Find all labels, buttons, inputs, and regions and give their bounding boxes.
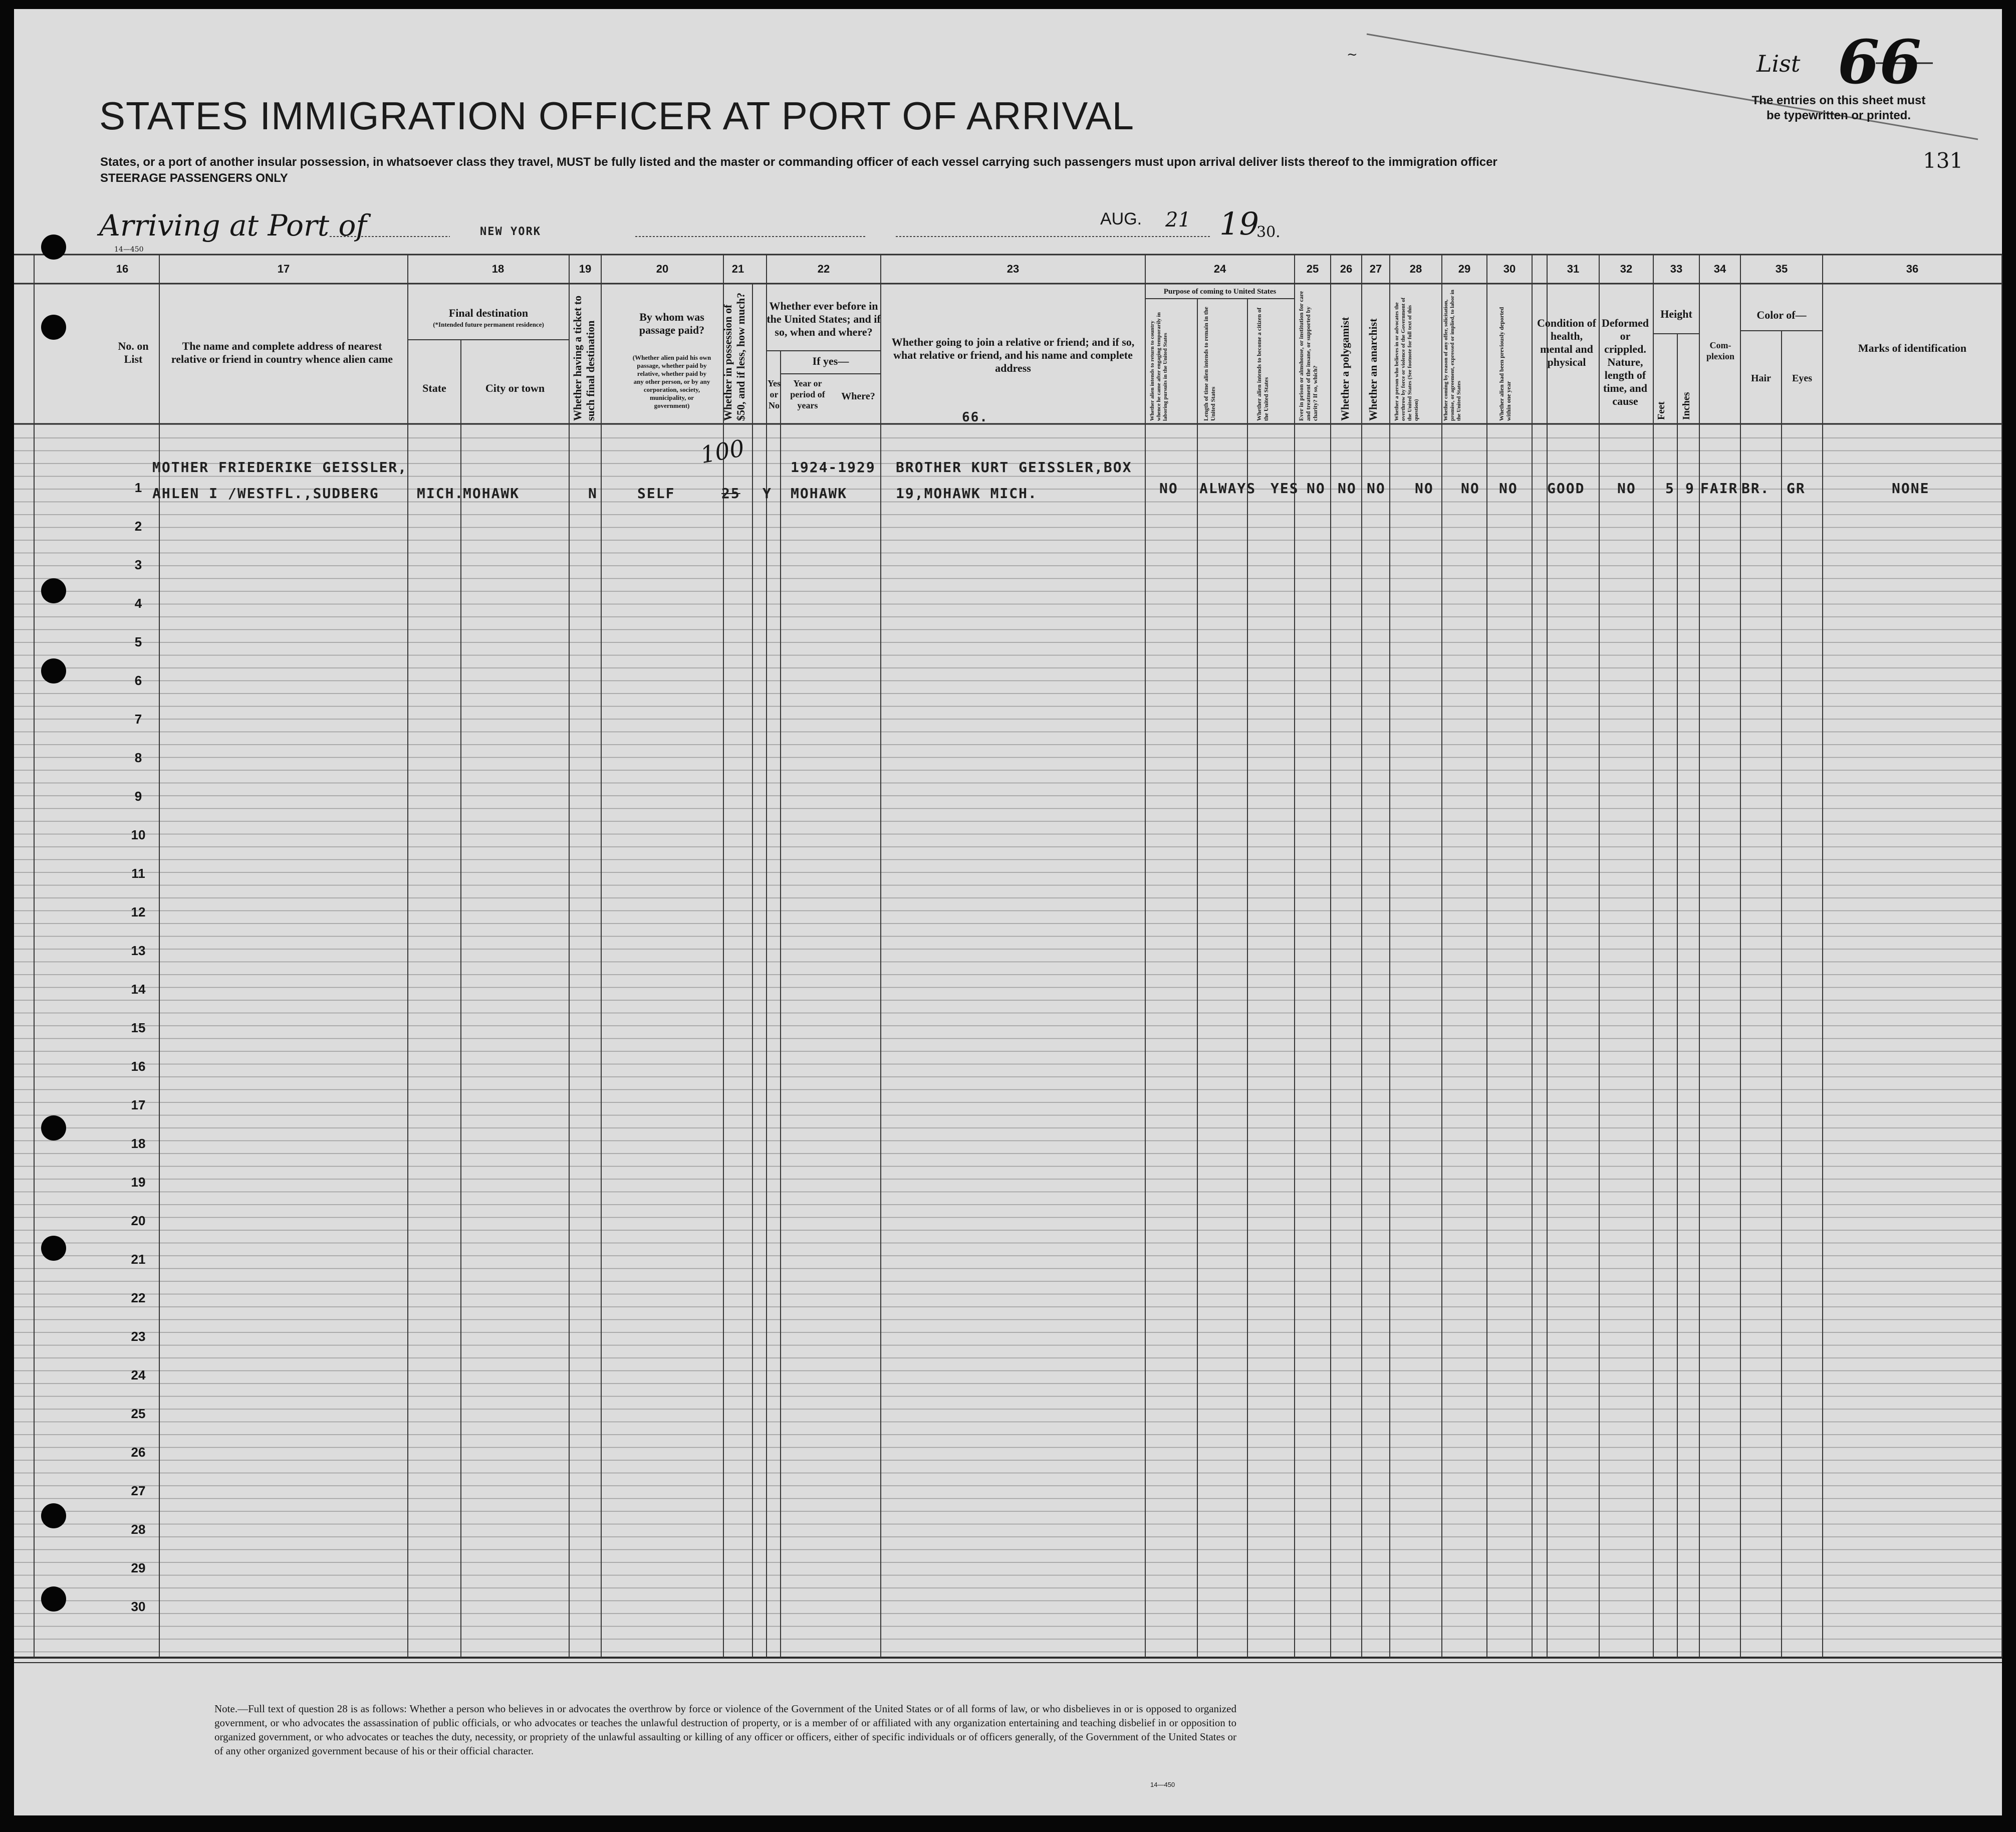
deformed-value: NO <box>1617 480 1636 497</box>
column-number: 16 <box>116 263 129 275</box>
list-number: 66 <box>1838 27 1921 98</box>
column-number: 26 <box>1340 263 1353 275</box>
relative-name: MOTHER FRIEDERIKE GEISSLER, <box>152 459 408 476</box>
money-value: 25 <box>721 485 740 502</box>
steerage-label: STEERAGE PASSENGERS ONLY <box>100 171 288 185</box>
col22-header: Whether ever before in the United States; and if so, when and where? <box>767 300 881 338</box>
col24a-header: Whether alien intends to return to country whence he came after engaging temporarily in laboring pursuits in the United States <box>1149 312 1168 421</box>
column-number: 34 <box>1713 263 1726 275</box>
column-number: 35 <box>1775 263 1788 275</box>
dest-state: MICH. <box>417 485 464 502</box>
row-number: 10 <box>131 827 146 842</box>
column-number: 29 <box>1458 263 1471 275</box>
tick-mark: ~ <box>1347 47 1358 62</box>
row-number: 7 <box>134 712 142 727</box>
arrival-year-suffix: 30. <box>1256 223 1281 241</box>
col30-header: Whether alien had been previously deported within one year <box>1498 307 1512 421</box>
citizen-intent: YES <box>1271 480 1299 497</box>
joining-address: 19,MOHAWK MICH. <box>896 485 1038 502</box>
row-number: 12 <box>131 904 146 920</box>
row-number: 14 <box>131 982 146 997</box>
manifest-sheet <box>14 9 2002 1815</box>
row-number: 30 <box>131 1599 146 1614</box>
col18-city-header: City or town <box>485 382 545 394</box>
column-number: 20 <box>656 263 669 275</box>
arriving-label: Arriving at Port of <box>99 208 367 243</box>
typewrite-note <box>1698 93 1979 123</box>
col31-header: Condition of health, mental and physical <box>1537 317 1596 368</box>
relative-address: AHLEN I /WESTFL.,SUDBERG <box>152 485 379 502</box>
column-number: 33 <box>1670 263 1683 275</box>
row-number: 18 <box>131 1136 146 1151</box>
row-number: 6 <box>134 673 142 688</box>
col22-where-header: Where? <box>841 391 875 402</box>
row-number: 29 <box>131 1560 146 1575</box>
where-in-us: MOHAWK <box>791 485 848 502</box>
polygamist-value: NO <box>1338 480 1357 497</box>
col33-header: Height <box>1660 308 1692 320</box>
column-number: 32 <box>1620 263 1633 275</box>
col28-header: Whether a person who believes in or advocates the overthrow by force or violence of the Government of the United States (See footnote for full text of this question) <box>1394 297 1419 421</box>
subtitle <box>100 154 1497 186</box>
col18-state-header: State <box>422 382 446 394</box>
col22-years-header: Year or period of years <box>790 378 825 410</box>
footnote: Note.—Full text of question 28 is as follows: Whether a person who believes in or advocates the overthrow by force or violence of the Government of the United States or of all forms of law, or who disbelieves in or is opposed to organized government, or who advocates the assassination of public officials, or who advocates or teaches the unlawful destruction of property, or is a member of or affiliated with any organization entertaining and teaching disbelief in or opposition to organized government, or who advocates or teaches the duty, necessity, or propriety of the unlawful assaulting or killing of any officer or officers, either of specific individuals or of officers generally, of the Government of the United States or of any other organized government because of his or their official character. <box>214 1703 1236 1757</box>
col26-header: Whether a polygamist <box>1339 317 1351 421</box>
list-label: List <box>1756 50 1801 77</box>
row-number: 25 <box>131 1406 146 1421</box>
money-handwritten: 100 <box>698 434 746 469</box>
col20-note: (Whether alien paid his own passage, whether paid by relative, whether paid by any other person, or by any corporation, society, municipality, or government) <box>632 354 711 409</box>
col23-header: Whether going to join a relative or friend; and if so, what relative or friend, and his name and complete address <box>891 336 1135 374</box>
health-value: GOOD <box>1547 480 1585 497</box>
column-number: 30 <box>1503 263 1516 275</box>
length-of-stay: ALWAYS <box>1199 480 1256 497</box>
form-code-top: 14—450 <box>114 246 144 254</box>
col23-stamp: 66. <box>962 410 988 425</box>
overthrow-value: NO <box>1415 480 1434 497</box>
ruled-grid <box>14 9 2002 1815</box>
col35-header: Color of— <box>1756 309 1807 321</box>
row-number: 20 <box>131 1213 146 1228</box>
form-code-bottom: 14—450 <box>1150 1781 1175 1788</box>
return-country: NO <box>1159 480 1178 497</box>
hair-value: BR. <box>1741 480 1770 497</box>
before-in-us: Y <box>763 485 772 502</box>
col33-feet-header: Feet <box>1656 401 1667 420</box>
complexion-value: FAIR <box>1700 480 1738 497</box>
column-number: 23 <box>1006 263 1020 275</box>
row-number: 8 <box>134 750 142 765</box>
arrival-month: AUG. <box>1100 209 1142 228</box>
page-number: 131 <box>1923 148 1963 173</box>
row-number: 22 <box>131 1290 146 1305</box>
col17-header: The name and complete address of nearest relative or friend in country whence alien came <box>171 340 393 365</box>
col34-header: Com- plexion <box>1706 340 1734 361</box>
page-title: STATES IMMIGRATION OFFICER AT PORT OF ARRIVAL <box>99 94 1135 138</box>
height-feet: 5 <box>1665 480 1675 497</box>
typewrite-note-line: The entries on this sheet must <box>1751 94 1926 107</box>
row-number: 21 <box>131 1252 146 1267</box>
col22-ifyes-header: If yes— <box>812 355 849 367</box>
row-number: 26 <box>131 1445 146 1460</box>
anarchist-value: NO <box>1367 480 1386 497</box>
binding-hole <box>41 1115 66 1140</box>
row-number: 13 <box>131 943 146 958</box>
row-number: 15 <box>131 1020 146 1035</box>
passage-value: SELF <box>637 485 675 502</box>
binding-hole <box>41 1586 66 1612</box>
row-number: 27 <box>131 1483 146 1498</box>
subtitle-line: States, or a port of another insular possession, in whatsoever class they travel, MUST be fully listed and the master or commanding officer of each vessel carrying such passengers must upon arrival deliver lists thereof to the immigration officer <box>100 155 1497 169</box>
row-number: 9 <box>134 789 142 804</box>
binding-hole <box>41 315 66 340</box>
binding-hole <box>41 1236 66 1261</box>
port-value: NEW YORK <box>480 225 541 238</box>
binding-hole <box>41 235 66 260</box>
col21-header: Whether in possession of $50, and if less, how much? <box>721 292 747 421</box>
row-number: 28 <box>131 1522 146 1537</box>
row-number: 5 <box>134 634 142 649</box>
row-number: 2 <box>134 519 142 534</box>
height-inches: 9 <box>1685 480 1695 497</box>
col35-eyes-header: Eyes <box>1792 373 1812 384</box>
column-number: 21 <box>731 263 744 275</box>
column-number: 25 <box>1306 263 1319 275</box>
col35-hair-header: Hair <box>1751 373 1771 384</box>
column-number: 19 <box>579 263 592 275</box>
column-number: 24 <box>1213 263 1226 275</box>
deported-value: NO <box>1499 480 1518 497</box>
column-number: 36 <box>1906 263 1919 275</box>
arrival-day: 21 <box>1165 208 1191 232</box>
col18-note: (*Intended future permanent residence) <box>433 321 544 328</box>
column-number: 18 <box>491 263 505 275</box>
col22-yesno-header: Yes or No <box>768 378 781 410</box>
row-number: 19 <box>131 1175 146 1190</box>
col25-header: Ever in prison or almshouse, or institution for care and treatment of the insane, or supported by charity? If so, which? <box>1298 291 1319 421</box>
typewrite-note-line: be typewritten or printed. <box>1766 109 1911 122</box>
col16-header: No. on List <box>118 340 149 365</box>
labor-offer-value: NO <box>1461 480 1480 497</box>
column-number: 28 <box>1409 263 1422 275</box>
col24b-header: Length of time alien intends to remain in the United States <box>1202 307 1216 421</box>
arrival-year-prefix: 19 <box>1219 205 1259 242</box>
col27-header: Whether an anarchist <box>1367 318 1379 421</box>
eyes-value: GR <box>1787 480 1806 497</box>
column-number: 31 <box>1567 263 1580 275</box>
column-number: 27 <box>1369 263 1382 275</box>
row-number: 16 <box>131 1059 146 1074</box>
column-number: 17 <box>277 263 290 275</box>
joining-relative: BROTHER KURT GEISSLER,BOX <box>896 459 1132 476</box>
dest-city: MOHAWK <box>463 485 520 502</box>
col20-header: By whom was passage paid? <box>639 311 705 336</box>
col18-header: Final destination <box>448 307 529 319</box>
column-number: 22 <box>817 263 830 275</box>
binding-hole <box>41 1503 66 1528</box>
row-number: 11 <box>131 866 145 881</box>
col32-header: Deformed or crippled. Nature, length of time, and cause <box>1601 317 1649 407</box>
row-number: 24 <box>131 1367 146 1383</box>
prison-value: NO <box>1307 480 1326 497</box>
row-number: 23 <box>131 1329 146 1344</box>
col33-inches-header: Inches <box>1681 392 1692 420</box>
marks-value: NONE <box>1892 480 1930 497</box>
row-number: 1 <box>134 480 142 495</box>
ticket-value: N <box>588 485 598 502</box>
years-in-us: 1924-1929 <box>791 459 876 476</box>
binding-hole <box>41 578 66 603</box>
col24c-header: Whether alien intends to become a citizen of the United States <box>1255 307 1270 421</box>
row-number: 3 <box>134 557 142 572</box>
binding-hole <box>41 658 66 683</box>
col24-header: Purpose of coming to United States <box>1163 288 1277 296</box>
row-number: 17 <box>131 1097 146 1112</box>
row-number: 4 <box>134 596 142 611</box>
col19-header: Whether having a ticket to such final destination <box>571 295 597 421</box>
col36-header: Marks of identification <box>1858 342 1967 354</box>
col29-header: Whether coming by reason of any offer, solicitation, promise, or agreement, expressed or implied, to labor in the United States <box>1443 290 1462 421</box>
